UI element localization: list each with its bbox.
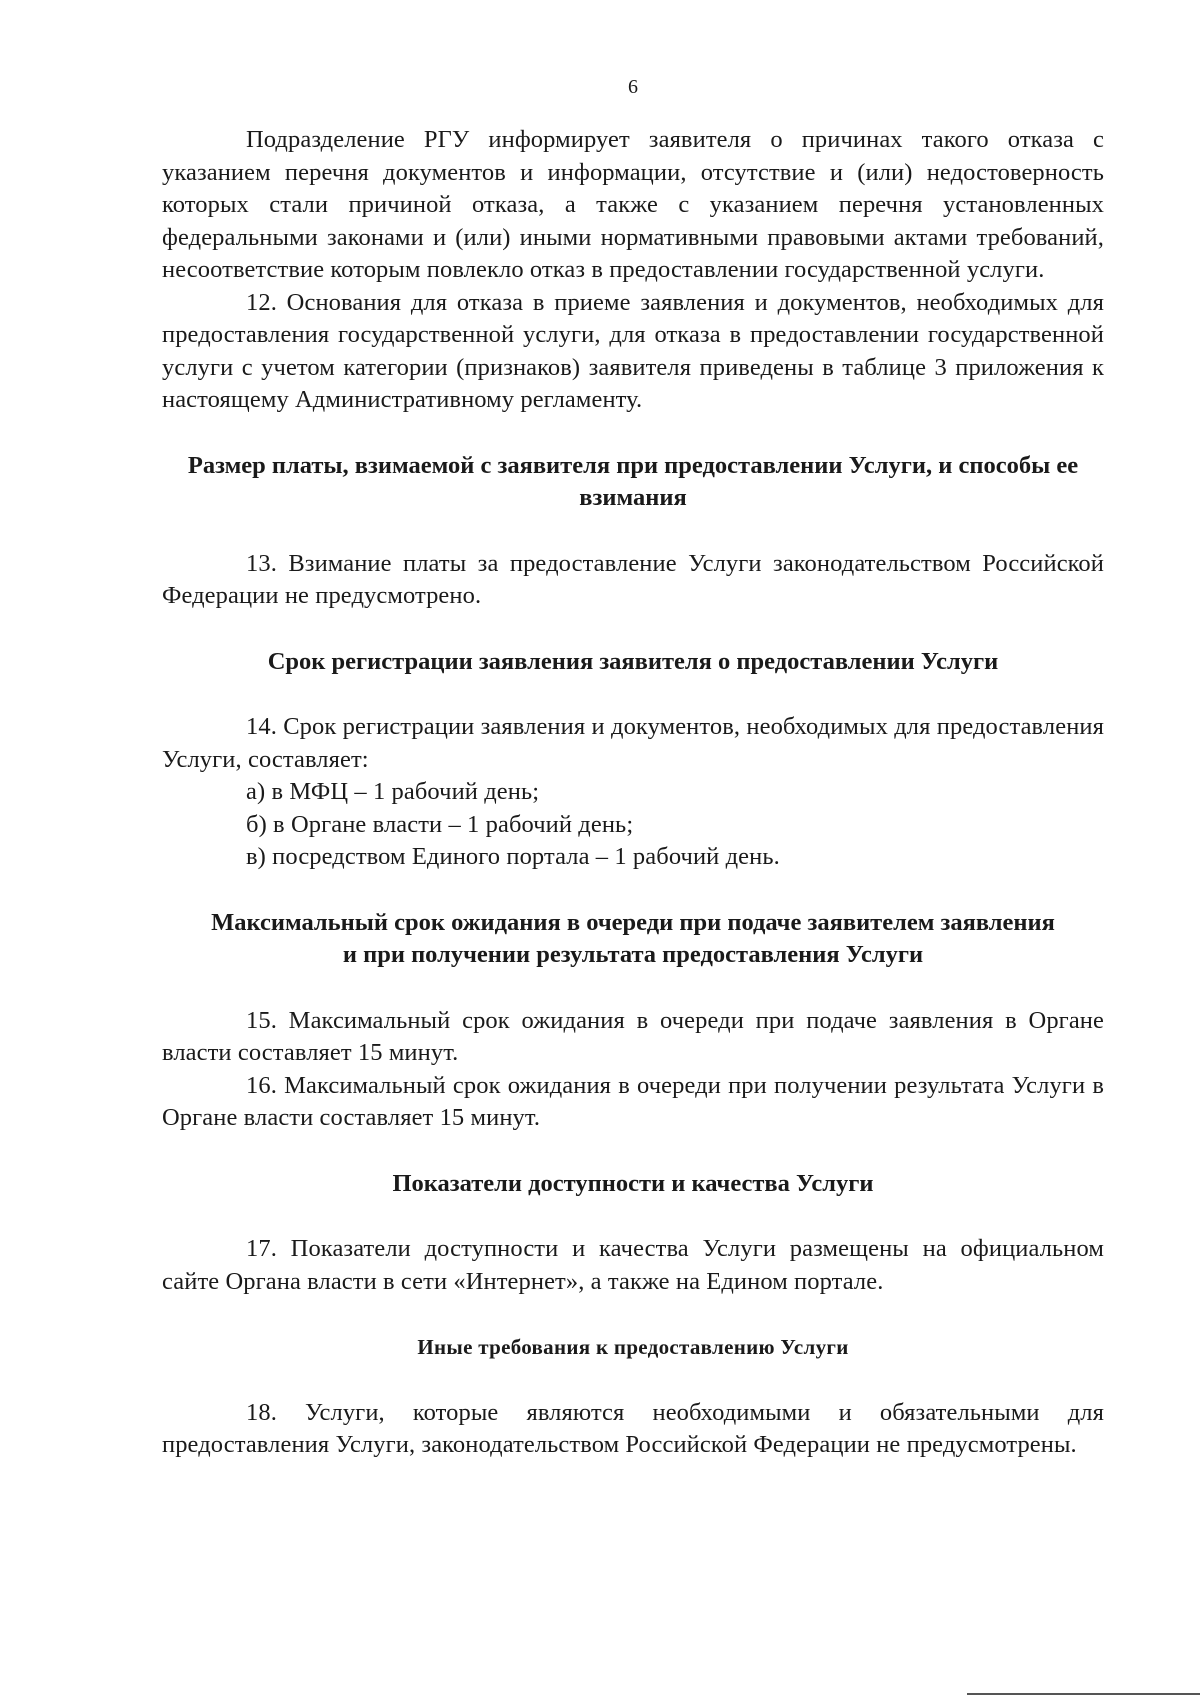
paragraph-14: 14. Срок регистрации заявления и документов, необходимых для предоставления Услуги, составляет:: [162, 713, 1104, 773]
document-body: [162, 124, 1104, 1462]
paragraph-16: 16. Максимальный срок ожидания в очереди при получении результата Услуги в Органе власти составляет 15 минут.: [162, 1071, 1104, 1131]
footer-rule: [967, 1693, 1200, 1695]
paragraph-refusal-info: Подразделение РГУ информирует заявителя о причинах такого отказа с указанием перечня документов и информации, отсутствие и (или) недостоверность которых стали причиной отказа, а также с указанием перечня установленных федеральными законами и (или) иными нормативными правовыми актами требований, несоответствие которым повлекло отказ в предоставлении государственной услуги.: [162, 126, 1104, 283]
heading-payment: Размер платы, взимаемой с заявителя при предоставлении Услуги, и способы ее взимания: [187, 451, 1079, 511]
list-item: в) посредством Единого портала – 1 рабочий день.: [246, 843, 780, 870]
paragraph-12: 12. Основания для отказа в приеме заявления и документов, необходимых для предоставления государственной услуги, для отказа в предоставлении государственной услуги с учетом категории (признаков) заявителя приведены в таблице 3 приложения к настоящему Административному регламенту.: [162, 288, 1104, 413]
heading-queue: Максимальный срок ожидания в очереди при подаче заявителем заявления и при получении результата предоставления Услуги: [211, 908, 1055, 968]
list-item: б) в Органе власти – 1 рабочий день;: [246, 810, 634, 838]
paragraph-13: 13. Взимание платы за предоставление Услуги законодательством Российской Федерации не предусмотрено.: [162, 549, 1104, 609]
paragraph-18: 18. Услуги, которые являются необходимыми и обязательными для предоставления Услуги, законодательством Российской Федерации не предусмотрены.: [162, 1398, 1104, 1458]
heading-quality: Показатели доступности и качества Услуги: [392, 1169, 874, 1197]
list-item: а) в МФЦ – 1 рабочий день;: [246, 778, 540, 805]
page-number: 6: [628, 76, 638, 98]
paragraph-17: 17. Показатели доступности и качества Услуги размещены на официальном сайте Органа власти в сети «Интернет», а также на Едином портале.: [162, 1235, 1104, 1295]
heading-other-requirements: Иные требования к предоставлению Услуги: [417, 1335, 849, 1359]
heading-registration: Срок регистрации заявления заявителя о предоставлении Услуги: [267, 647, 999, 675]
paragraph-15: 15. Максимальный срок ожидания в очереди при подаче заявления в Органе власти составляет 15 минут.: [162, 1006, 1104, 1066]
